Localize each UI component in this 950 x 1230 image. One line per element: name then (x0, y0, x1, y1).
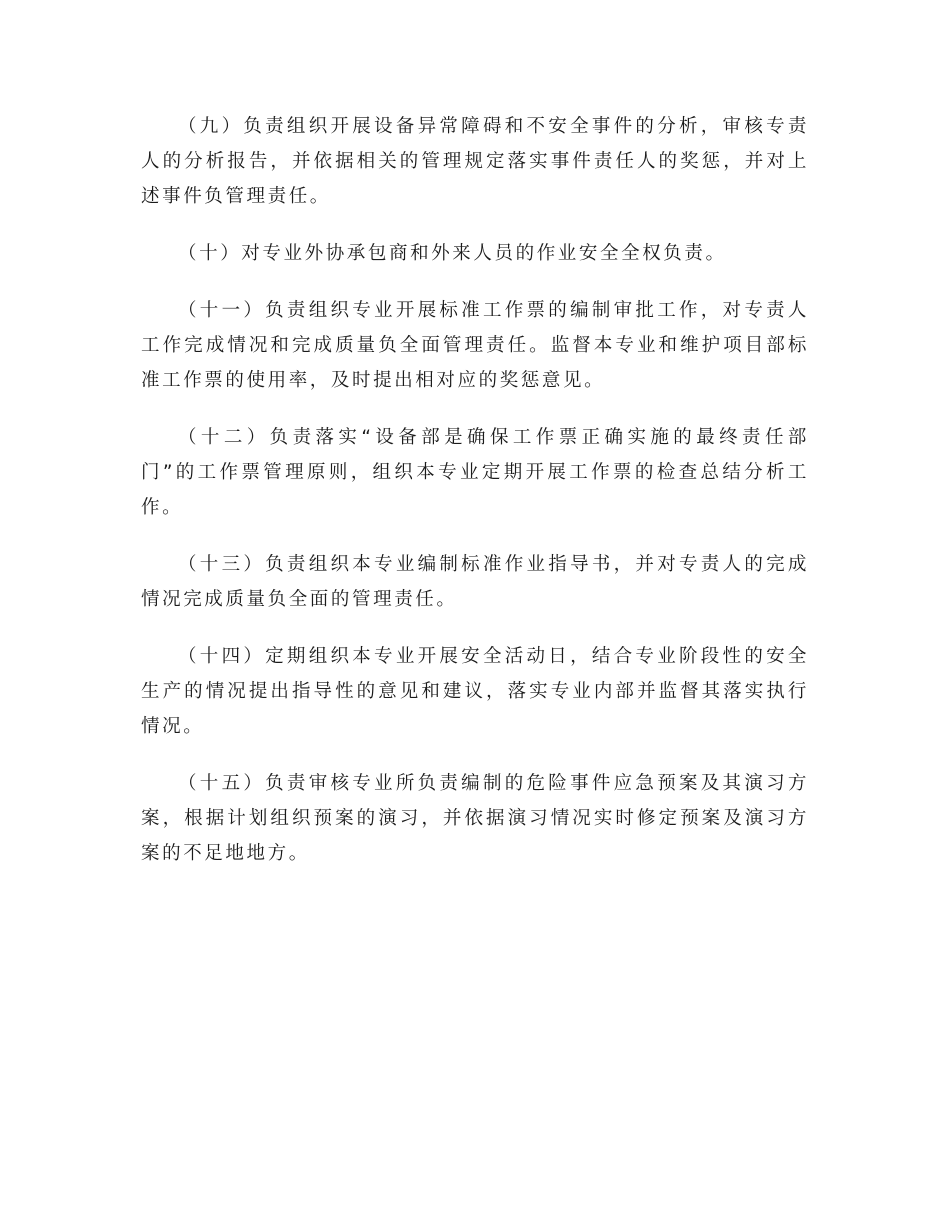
document-body (141, 109, 809, 893)
paragraph-item-9: （九）负责组织开展设备异常障碍和不安全事件的分析，审核专责人的分析报告，并依据相关的管理规定落实事件责任人的奖惩，并对上述事件负管理责任。 (141, 116, 809, 207)
paragraph-item-15: （十五）负责审核专业所负责编制的危险事件应急预案及其演习方案，根据计划组织预案的演习，并依据演习情况实时修定预案及演习方案的不足地地方。 (141, 773, 809, 864)
paragraph-item-12: （十二）负责落实“设备部是确保工作票正确实施的最终责任部门”的工作票管理原则，组织本专业定期开展工作票的检查总结分析工作。 (141, 427, 809, 518)
paragraph-item-13: （十三）负责组织本专业编制标准作业指导书，并对专责人的完成情况完成质量负全面的管理责任。 (141, 554, 809, 610)
paragraph-item-10: （十）对专业外协承包商和外来人员的作业安全全权负责。 (178, 243, 727, 264)
paragraph-item-14: （十四）定期组织本专业开展安全活动日，结合专业阶段性的安全生产的情况提出指导性的意见和建议，落实专业内部并监督其落实执行情况。 (141, 646, 809, 737)
paragraph-item-11: （十一）负责组织专业开展标准工作票的编制审批工作，对专责人工作完成情况和完成质量负全面管理责任。监督本专业和维护项目部标准工作票的使用率，及时提出相对应的奖惩意见。 (141, 300, 809, 391)
